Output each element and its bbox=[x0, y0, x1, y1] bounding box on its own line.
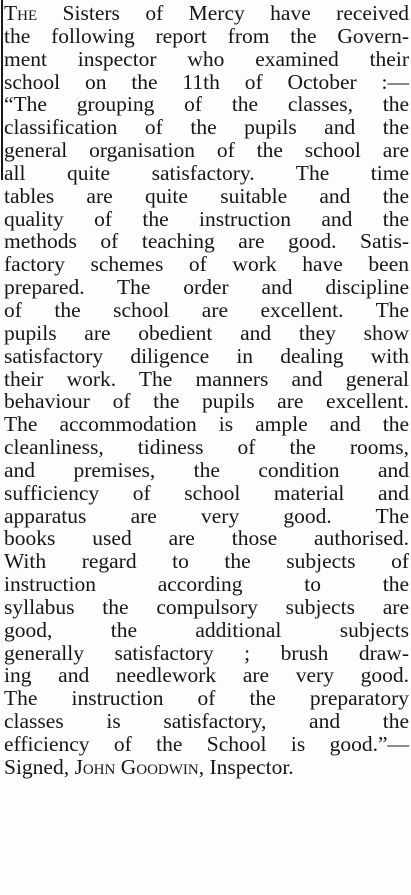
article-line-33: efficiency of the School is good.”— bbox=[4, 732, 409, 756]
article-body bbox=[4, 2, 409, 779]
article-line-23: apparatus are very good. The bbox=[4, 503, 409, 528]
signatory-name: John Goodwin bbox=[74, 754, 199, 779]
article-line-4: school on the 11th of October :— bbox=[4, 69, 409, 94]
article-line-6: classification of the pupils and the bbox=[4, 115, 409, 140]
article-line-24: books used are those authorised. bbox=[4, 526, 409, 551]
article-line-29: generally satisfactory ; brush draw- bbox=[4, 640, 409, 665]
article-line-16: satisfactory diligence in dealing with bbox=[4, 343, 409, 368]
article-line-27: syllabus the compulsory subjects are bbox=[4, 594, 409, 619]
signature-line bbox=[4, 756, 409, 779]
article-line-21: and premises, the condition and bbox=[4, 457, 409, 482]
article-line-20: cleanliness, tidiness of the rooms, bbox=[4, 435, 409, 460]
article-line-13: prepared. The order and discipline bbox=[4, 275, 409, 300]
article-line-30: ing and needlework are very good. bbox=[4, 663, 409, 688]
article-line-5: “The grouping of the classes, the bbox=[4, 92, 409, 117]
article-line-2: the following report from the Govern- bbox=[4, 23, 409, 48]
article-line-25: With regard to the subjects of bbox=[4, 549, 409, 574]
article-line-19: The accommodation is ample and the bbox=[4, 412, 409, 437]
article-line-17: their work. The manners and general bbox=[4, 366, 409, 391]
article-line-22: sufficiency of school material and bbox=[4, 480, 409, 505]
article-line-10: quality of the instruction and the bbox=[4, 206, 409, 231]
article-line-28: good, the additional subjects bbox=[4, 617, 409, 642]
article-line-12: factory schemes of work have been bbox=[4, 252, 409, 277]
column-rule bbox=[1, 0, 3, 180]
article-line-1 bbox=[4, 2, 409, 25]
article-line-11: methods of teaching are good. Satis- bbox=[4, 229, 409, 254]
article-line-7: general organisation of the school are bbox=[4, 138, 409, 163]
article-line-3: ment inspector who examined their bbox=[4, 46, 409, 71]
lead-word: The bbox=[4, 1, 38, 25]
article-line-9: tables are quite suitable and the bbox=[4, 183, 409, 208]
article-line-18: behaviour of the pupils are excellent. bbox=[4, 389, 409, 414]
signature-prefix: Signed, bbox=[4, 754, 75, 779]
article-line-15: pupils are obedient and they show bbox=[4, 320, 409, 345]
article-line-1-text: Sisters of Mercy have received bbox=[37, 1, 409, 25]
signature-suffix: , Inspector. bbox=[198, 754, 294, 779]
article-line-14: of the school are excellent. The bbox=[4, 297, 409, 322]
article-line-26: instruction according to the bbox=[4, 572, 409, 597]
article-line-32: classes is satisfactory, and the bbox=[4, 709, 409, 734]
article-line-31: The instruction of the preparatory bbox=[4, 686, 409, 711]
article-line-8: all quite satisfactory. The time bbox=[4, 160, 409, 185]
